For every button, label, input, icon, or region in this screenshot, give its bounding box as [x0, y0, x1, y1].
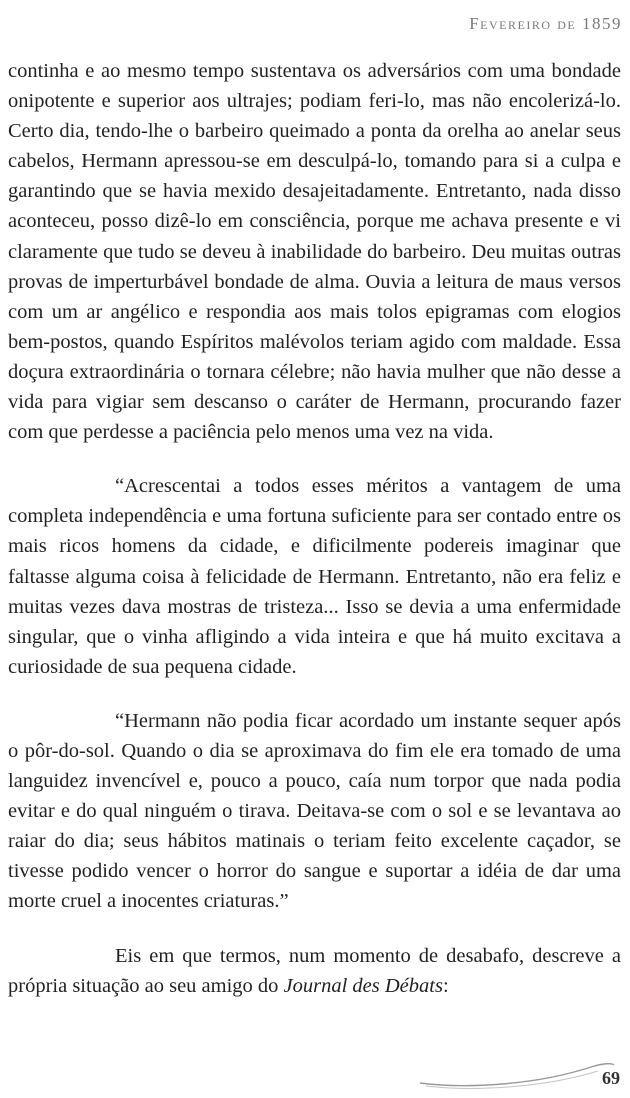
- paragraph: continha e ao mesmo tempo sustentava os adversários com uma bondade onipotente e superior aos ultrajes; podiam feri-lo, mas não encolerizá-lo. Certo dia, tendo-lhe o barbeiro queimado a ponta da orelha ao anelar seus cabelos, Hermann apressou-se em desculpá-lo, tomando para si a culpa e garantindo que se havia mexido desajeitadamente. Entretanto, nada disso aconteceu, posso dizê-lo em consciência, porque me achava presente e vi claramente que tudo se deveu à inabilidade do barbeiro. Deu muitas outras provas de imperturbável bondade de alma. Ouvia a leitura de maus versos com um ar angélico e respondia aos mais tolos epigramas com elogios bem-postos, quando Espíritos malévolos teriam agido com maldade. Essa doçura extraordinária o tornara célebre; não havia mulher que não desse a vida para vigiar sem descanso o caráter de Hermann, procurando fazer com que perdesse a paciência pelo menos uma vez na vida.: [8, 60, 621, 444]
- paragraph: “Hermann não podia ficar acordado um instante sequer após o pôr-do-sol. Quando o dia se aproximava do fim ele era tomado de uma languidez invencível e, pouco a pouco, caía num torpor que nada podia evitar e do qual ninguém o tirava. Deitava-se com o sol e se levantava ao raiar do dia; seus hábitos matinais o teriam feito excelente caçador, se tivesse podido vencer o horror do sangue e suportar a idéia de dar uma morte cruel a inocentes criaturas.”: [8, 709, 621, 913]
- paragraph-end: :: [442, 974, 449, 997]
- running-head: Fevereiro de 1859: [469, 14, 622, 33]
- folio-swoosh-ornament: [416, 1055, 616, 1095]
- paragraph-text: Eis em que termos, num momento de desabafo, descreve a própria situação ao seu amigo do: [8, 944, 621, 997]
- journal-title: Journal des Débats: [283, 974, 443, 997]
- body-text: [8, 56, 621, 1001]
- page-number: 69: [602, 1068, 620, 1088]
- paragraph: “Acrescentai a todos esses méritos a vantagem de uma completa independência e uma fortuna suficiente para ser contado entre os mais ricos homens da cidade, e dificilmente podereis imaginar que faltasse alguma coisa à felicidade de Hermann. Entretanto, não era feliz e muitas vezes dava mostras de tristeza... Isso se devia a uma enfermidade singular, que o vinha afligindo a vida inteira e que há muito excitava a curiosidade de sua pequena cidade.: [8, 475, 621, 678]
- paragraph: [8, 941, 621, 1001]
